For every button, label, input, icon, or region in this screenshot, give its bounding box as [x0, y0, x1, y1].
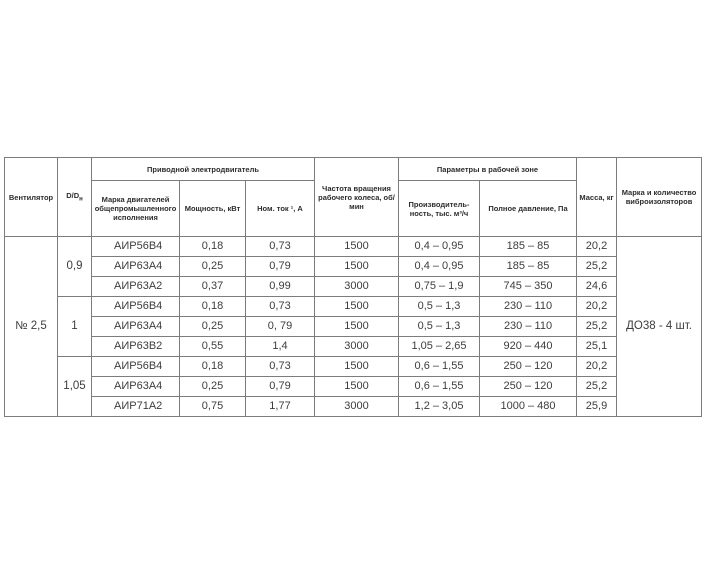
flow-cell: 0,6 – 1,55: [399, 357, 480, 377]
ratio-cell: 0,9: [58, 237, 92, 297]
power-cell: 0,75: [180, 397, 246, 417]
model-cell: АИР63А4: [92, 257, 180, 277]
header-isolators: Марка и количество виброизоляторов: [617, 158, 702, 237]
current-cell: 0,73: [246, 357, 315, 377]
power-cell: 0,18: [180, 357, 246, 377]
mass-cell: 25,2: [577, 377, 617, 397]
model-cell: АИР63А4: [92, 377, 180, 397]
mass-cell: 25,9: [577, 397, 617, 417]
table-row: [5, 297, 702, 317]
flow-cell: 0,4 – 0,95: [399, 237, 480, 257]
flow-cell: 0,4 – 0,95: [399, 257, 480, 277]
mass-cell: 25,1: [577, 337, 617, 357]
speed-cell: 1500: [315, 377, 399, 397]
header-power: Мощность, кВт: [180, 181, 246, 237]
flow-cell: 0,75 – 1,9: [399, 277, 480, 297]
flow-cell: 1,2 – 3,05: [399, 397, 480, 417]
header-mass: Масса, кг: [577, 158, 617, 237]
power-cell: 0,25: [180, 317, 246, 337]
current-cell: 0,79: [246, 377, 315, 397]
ratio-cell: 1,05: [58, 357, 92, 417]
mass-cell: 25,2: [577, 257, 617, 277]
mass-cell: 20,2: [577, 237, 617, 257]
pressure-cell: 1000 – 480: [480, 397, 577, 417]
current-cell: 1,4: [246, 337, 315, 357]
current-cell: 1,77: [246, 397, 315, 417]
speed-cell: 1500: [315, 317, 399, 337]
header-ratio: [58, 158, 92, 237]
table-row: [5, 377, 702, 397]
mass-cell: 24,6: [577, 277, 617, 297]
model-cell: АИР56В4: [92, 357, 180, 377]
speed-cell: 1500: [315, 237, 399, 257]
model-cell: АИР56В4: [92, 237, 180, 257]
pressure-cell: 745 – 350: [480, 277, 577, 297]
table-row: [5, 277, 702, 297]
current-cell: 0,99: [246, 277, 315, 297]
header-pressure: Полное давление, Па: [480, 181, 577, 237]
fan-cell: № 2,5: [5, 237, 58, 417]
header-current: Ном. ток ¹, А: [246, 181, 315, 237]
power-cell: 0,18: [180, 237, 246, 257]
speed-cell: 1500: [315, 257, 399, 277]
header-motor-model: Марка двигателей общепромышленного исполнения: [92, 181, 180, 237]
fan-spec-table: [4, 157, 702, 417]
header-ratio-text: D/D: [66, 190, 80, 200]
table-row: [5, 397, 702, 417]
mass-cell: 20,2: [577, 357, 617, 377]
pressure-cell: 250 – 120: [480, 377, 577, 397]
power-cell: 0,37: [180, 277, 246, 297]
table-row: [5, 237, 702, 257]
model-cell: АИР63А2: [92, 277, 180, 297]
flow-cell: 0,6 – 1,55: [399, 377, 480, 397]
flow-cell: 1,05 – 2,65: [399, 337, 480, 357]
header-flow: Производитель-ность, тыс. м³/ч: [399, 181, 480, 237]
speed-cell: 3000: [315, 397, 399, 417]
flow-cell: 0,5 – 1,3: [399, 297, 480, 317]
power-cell: 0,18: [180, 297, 246, 317]
table-row: [5, 257, 702, 277]
speed-cell: 1500: [315, 357, 399, 377]
isolator-cell: ДО38 - 4 шт.: [617, 237, 702, 417]
table-body: [5, 237, 702, 417]
current-cell: 0,79: [246, 257, 315, 277]
pressure-cell: 185 – 85: [480, 237, 577, 257]
table-row: [5, 317, 702, 337]
header-ratio-sub: н: [79, 196, 83, 203]
speed-cell: 3000: [315, 337, 399, 357]
header-motor-group: Приводной электродвигатель: [92, 158, 315, 181]
pressure-cell: 230 – 110: [480, 317, 577, 337]
mass-cell: 25,2: [577, 317, 617, 337]
flow-cell: 0,5 – 1,3: [399, 317, 480, 337]
speed-cell: 1500: [315, 297, 399, 317]
model-cell: АИР71А2: [92, 397, 180, 417]
pressure-cell: 230 – 110: [480, 297, 577, 317]
table-header: [5, 158, 702, 237]
header-speed: Частота вращения рабочего колеса, об/мин: [315, 158, 399, 237]
current-cell: 0, 79: [246, 317, 315, 337]
power-cell: 0,25: [180, 377, 246, 397]
header-fan: Вентилятор: [5, 158, 58, 237]
header-params-group: Параметры в рабочей зоне: [399, 158, 577, 181]
power-cell: 0,25: [180, 257, 246, 277]
model-cell: АИР63В2: [92, 337, 180, 357]
mass-cell: 20,2: [577, 297, 617, 317]
current-cell: 0,73: [246, 297, 315, 317]
current-cell: 0,73: [246, 237, 315, 257]
speed-cell: 3000: [315, 277, 399, 297]
pressure-cell: 920 – 440: [480, 337, 577, 357]
table-row: [5, 337, 702, 357]
model-cell: АИР56В4: [92, 297, 180, 317]
model-cell: АИР63А4: [92, 317, 180, 337]
pressure-cell: 250 – 120: [480, 357, 577, 377]
ratio-cell: 1: [58, 297, 92, 357]
pressure-cell: 185 – 85: [480, 257, 577, 277]
power-cell: 0,55: [180, 337, 246, 357]
table-row: [5, 357, 702, 377]
